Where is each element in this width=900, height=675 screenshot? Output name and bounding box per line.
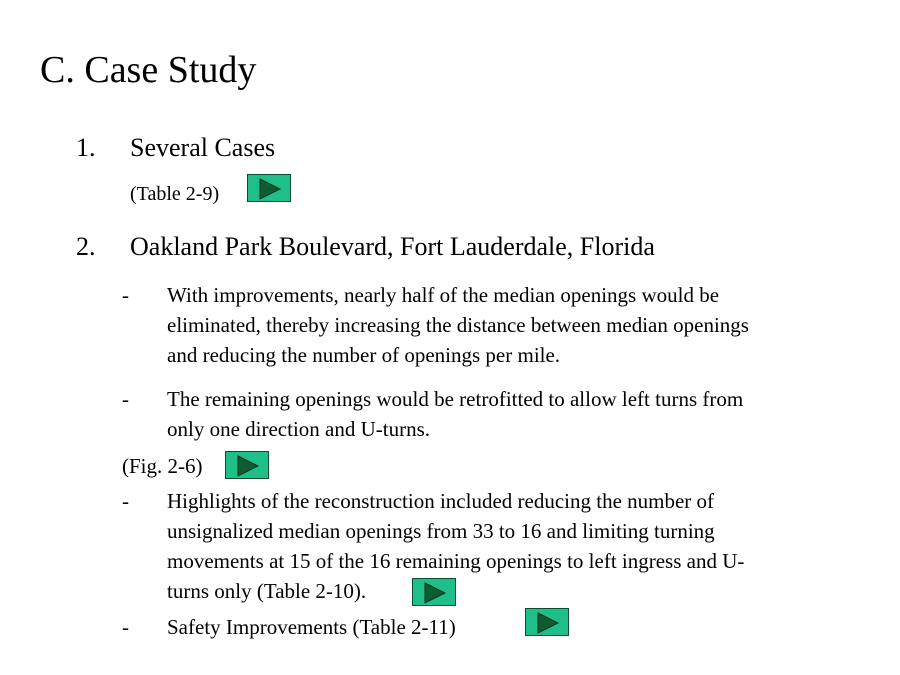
fig-2-6-link-button[interactable] (225, 451, 269, 479)
bullet-dash: - (122, 387, 129, 411)
play-arrow-icon (248, 175, 292, 203)
play-arrow-icon (526, 609, 570, 637)
bullet-dash: - (122, 615, 129, 639)
table-2-9-reference: (Table 2-9) (130, 183, 220, 205)
table-2-9-link-button[interactable] (247, 174, 291, 202)
bullet-dash: - (122, 489, 129, 513)
table-2-10-link-button[interactable] (412, 578, 456, 606)
bullet-2-line-1: The remaining openings would be retrofitted to allow left turns from (167, 387, 744, 411)
fig-2-6-reference: (Fig. 2-6) (122, 454, 203, 478)
play-arrow-icon (226, 452, 270, 480)
bullet-4-line-1: Safety Improvements (Table 2-11) (167, 615, 456, 639)
bullet-3-line-1: Highlights of the reconstruction included reducing the number of (167, 489, 715, 513)
bullet-1-line-1: With improvements, nearly half of the median openings would be (167, 283, 720, 307)
section-2-heading: Oakland Park Boulevard, Fort Lauderdale, Florida (130, 232, 655, 261)
bullet-2-line-2: only one direction and U-turns. (167, 417, 431, 441)
bullet-1-line-3: and reducing the number of openings per mile. (167, 343, 561, 367)
section-1-number: 1. (76, 133, 96, 162)
section-2-number: 2. (76, 232, 96, 261)
bullet-3-line-2: unsignalized median openings from 33 to 16 and limiting turning (167, 519, 715, 543)
bullet-3-line-3: movements at 15 of the 16 remaining openings to left ingress and U- (167, 549, 745, 573)
slide-title: C. Case Study (40, 49, 257, 91)
section-1-heading: Several Cases (130, 133, 276, 162)
table-2-11-link-button[interactable] (525, 608, 569, 636)
bullet-dash: - (122, 283, 129, 307)
bullet-1-line-2: eliminated, thereby increasing the distance between median openings (167, 313, 749, 337)
play-arrow-icon (413, 579, 457, 607)
bullet-3-line-4: turns only (Table 2-10). (167, 579, 367, 603)
